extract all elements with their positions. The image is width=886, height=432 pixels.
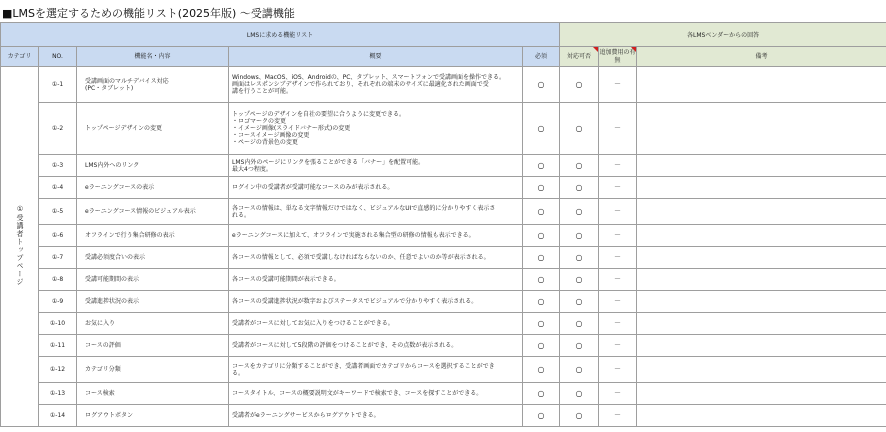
additional-cost-cell[interactable]: －	[599, 199, 637, 225]
summary-line: コースタイトル、コースの概要説明文がキーワードで検索でき、コースを探すことができる。	[232, 390, 483, 397]
function-name-text: お気に入り	[85, 320, 116, 327]
supported-cell[interactable]: ○	[560, 357, 599, 383]
required-cell[interactable]: ○	[523, 225, 560, 247]
additional-cost-cell[interactable]: －	[599, 291, 637, 313]
function-name-text: LMS内外へのリンク	[85, 162, 140, 169]
supported-cell[interactable]: ○	[560, 247, 599, 269]
summary-cell[interactable]	[229, 103, 523, 155]
function-name-cell[interactable]	[77, 313, 229, 335]
function-name-text: カテゴリ分類	[85, 366, 121, 373]
summary-line: 講を行うことが可能。	[232, 88, 293, 95]
required-cell[interactable]: ○	[523, 405, 560, 427]
summary-line: る。	[232, 369, 245, 377]
summary-cell[interactable]	[229, 199, 523, 225]
summary-line: れる。	[232, 211, 251, 219]
function-name-cell[interactable]	[77, 247, 229, 269]
row-number-cell[interactable]: ①-13	[39, 383, 77, 405]
function-name-cell[interactable]	[77, 291, 229, 313]
summary-line: 受講者がコースに対してお気に入りをつけることができる。	[232, 320, 394, 327]
table-row	[1, 269, 886, 291]
row-number-cell[interactable]: ①-8	[39, 269, 77, 291]
function-name-cell[interactable]	[77, 357, 229, 383]
summary-line: 最大4つ程度。	[232, 165, 272, 173]
category-cell[interactable]	[1, 67, 39, 427]
required-cell[interactable]: ○	[523, 383, 560, 405]
function-name-cell[interactable]	[77, 225, 229, 247]
remarks-cell[interactable]	[637, 155, 886, 177]
function-name-text: ログアウトボタン	[85, 412, 134, 419]
col-header-supported-label: 対応可否	[567, 52, 592, 60]
supported-cell[interactable]: ○	[560, 383, 599, 405]
supported-cell[interactable]: ○	[560, 155, 599, 177]
col-header-no: NO.	[39, 47, 77, 67]
remarks-cell[interactable]	[637, 405, 886, 427]
supported-cell[interactable]: ○	[560, 67, 599, 103]
remarks-cell[interactable]	[637, 313, 886, 335]
function-name-text: 受講画面のマルチデバイス対応 (PC・タブレット)	[85, 77, 169, 92]
summary-cell[interactable]	[229, 177, 523, 199]
additional-cost-cell[interactable]: －	[599, 103, 637, 155]
summary-cell[interactable]	[229, 357, 523, 383]
function-name-text: コース検索	[85, 390, 115, 397]
summary-line: トップページのデザインを自社の要望に合うように変更できる。	[232, 111, 406, 118]
table-row	[1, 313, 886, 335]
comment-marker-icon	[631, 47, 636, 52]
col-header-function: 機能名・内容	[77, 47, 229, 67]
remarks-cell[interactable]	[637, 247, 886, 269]
required-cell[interactable]: ○	[523, 269, 560, 291]
table-row	[1, 155, 886, 177]
required-cell[interactable]: ○	[523, 291, 560, 313]
remarks-cell[interactable]	[637, 269, 886, 291]
table-row	[1, 291, 886, 313]
required-cell[interactable]: ○	[523, 67, 560, 103]
row-number-cell[interactable]: ①-6	[39, 225, 77, 247]
summary-line: 画面はレスポンシブデザインで作られており、それぞれの端末のサイズに最適化された画面で受	[232, 81, 489, 88]
required-cell[interactable]: ○	[523, 247, 560, 269]
additional-cost-cell[interactable]: －	[599, 177, 637, 199]
col-header-additional-cost-label: 追加費用の有無	[599, 48, 636, 64]
remarks-cell[interactable]	[637, 335, 886, 357]
required-cell[interactable]: ○	[523, 335, 560, 357]
col-header-summary: 概要	[229, 47, 523, 67]
summary-line: ・ページの背景色の変更	[232, 139, 298, 146]
group-header-lms-requirements: LMSに求める機能リスト	[1, 23, 560, 47]
function-name-text: eラーニングコース情報のビジュアル表示	[85, 208, 196, 215]
summary-line: Windows、MacOS、iOS、Androidの、PC、タブレット、スマートフォンで受講画面を操作できる。	[232, 74, 505, 81]
sheet-title: ■LMSを選定するための機能リスト(2025年版) ～受講機能	[2, 7, 295, 20]
required-cell[interactable]: ○	[523, 177, 560, 199]
function-name-text: トップページデザインの変更	[85, 125, 163, 132]
supported-cell[interactable]: ○	[560, 199, 599, 225]
summary-line: 各コースの受講可能期間が表示できる。	[232, 276, 340, 283]
remarks-cell[interactable]	[637, 357, 886, 383]
row-number-cell[interactable]: ①-2	[39, 103, 77, 155]
table-row	[1, 177, 886, 199]
summary-cell[interactable]	[229, 291, 523, 313]
function-name-text: 受講必須度合いの表示	[85, 254, 146, 261]
function-name-cell[interactable]	[77, 335, 229, 357]
required-cell[interactable]: ○	[523, 103, 560, 155]
supported-cell[interactable]: ○	[560, 103, 599, 155]
row-number-cell[interactable]: ①-12	[39, 357, 77, 383]
additional-cost-cell[interactable]: －	[599, 335, 637, 357]
additional-cost-cell[interactable]: －	[599, 225, 637, 247]
summary-line: 各コースの受講進捗状況が数字およびステータスでビジュアルで分かりやすく表示される。	[232, 298, 478, 305]
additional-cost-cell[interactable]: －	[599, 405, 637, 427]
category-label: ①受講者トップページ	[16, 205, 24, 286]
row-number-cell[interactable]: ①-14	[39, 405, 77, 427]
additional-cost-cell[interactable]: －	[599, 357, 637, 383]
supported-cell[interactable]: ○	[560, 225, 599, 247]
row-number-cell[interactable]: ①-1	[39, 67, 77, 103]
table-row	[1, 247, 886, 269]
table-row	[1, 103, 886, 155]
summary-cell[interactable]	[229, 313, 523, 335]
row-number-cell[interactable]: ①-11	[39, 335, 77, 357]
summary-line: 受講者がeラーニングサービスからログアウトできる。	[232, 412, 380, 419]
summary-line: 各コースの情報は、単なる文字情報だけではなく、ビジュアルなUIで直感的に分かりやすく表示さ	[232, 204, 496, 212]
summary-line: ログイン中の受講者が受講可能なコースのみが表示される。	[232, 184, 394, 191]
function-name-text: コースの評価	[85, 342, 121, 349]
table-row	[1, 357, 886, 383]
col-header-additional-cost	[599, 47, 637, 67]
comment-marker-icon	[593, 47, 598, 52]
function-name-text: オフラインで行う集合研修の表示	[85, 232, 175, 239]
additional-cost-cell[interactable]: －	[599, 155, 637, 177]
remarks-cell[interactable]	[637, 291, 886, 313]
function-name-cell[interactable]	[77, 199, 229, 225]
remarks-cell[interactable]	[637, 67, 886, 103]
table-row	[1, 405, 886, 427]
supported-cell[interactable]: ○	[560, 405, 599, 427]
additional-cost-cell[interactable]: －	[599, 247, 637, 269]
remarks-cell[interactable]	[637, 177, 886, 199]
summary-line: ・イメージ画像(スライドバナー形式)の変更	[232, 125, 351, 132]
function-name-text: 受講進捗状況の表示	[85, 298, 140, 305]
row-number-cell[interactable]: ①-3	[39, 155, 77, 177]
summary-cell[interactable]	[229, 335, 523, 357]
supported-cell[interactable]: ○	[560, 269, 599, 291]
function-name-cell[interactable]	[77, 383, 229, 405]
function-name-cell[interactable]	[77, 405, 229, 427]
row-number-cell[interactable]: ①-9	[39, 291, 77, 313]
additional-cost-cell[interactable]: －	[599, 313, 637, 335]
col-header-category: カテゴリ	[1, 47, 39, 67]
additional-cost-cell[interactable]: －	[599, 383, 637, 405]
summary-line: 受講者がコースに対して5段階の評価をつけることができ、その点数が表示される。	[232, 342, 458, 349]
summary-cell[interactable]	[229, 155, 523, 177]
function-name-cell[interactable]	[77, 269, 229, 291]
remarks-cell[interactable]	[637, 383, 886, 405]
summary-line: ・ロゴマークの変更	[232, 118, 287, 125]
required-cell[interactable]: ○	[523, 199, 560, 225]
table-row	[1, 225, 886, 247]
function-name-cell[interactable]	[77, 103, 229, 155]
required-cell[interactable]: ○	[523, 155, 560, 177]
table-row	[1, 335, 886, 357]
summary-cell[interactable]	[229, 247, 523, 269]
row-number-cell[interactable]: ①-7	[39, 247, 77, 269]
supported-cell[interactable]: ○	[560, 335, 599, 357]
remarks-cell[interactable]	[637, 199, 886, 225]
summary-line: LMS内外のページにリンクを張ることができる「バナー」を配置可能。	[232, 158, 425, 166]
function-name-cell[interactable]	[77, 155, 229, 177]
supported-cell[interactable]: ○	[560, 313, 599, 335]
summary-line: 各コースの情報として、必須で受講しなければならないのか、任意でよいのか等が表示される。	[232, 254, 490, 261]
supported-cell[interactable]: ○	[560, 177, 599, 199]
summary-cell[interactable]	[229, 225, 523, 247]
function-name-text: 受講可能期間の表示	[85, 276, 140, 283]
summary-line: eラーニングコースに加えて、オフラインで実施される集合型の研修の情報も表示できる。	[232, 232, 475, 239]
additional-cost-cell[interactable]: －	[599, 67, 637, 103]
summary-cell[interactable]	[229, 269, 523, 291]
function-list-table	[0, 22, 886, 427]
required-cell[interactable]: ○	[523, 357, 560, 383]
row-number-cell[interactable]: ①-10	[39, 313, 77, 335]
row-number-cell[interactable]: ①-4	[39, 177, 77, 199]
remarks-cell[interactable]	[637, 225, 886, 247]
col-header-required: 必須	[523, 47, 560, 67]
remarks-cell[interactable]	[637, 103, 886, 155]
table-row	[1, 67, 886, 103]
row-number-cell[interactable]: ①-5	[39, 199, 77, 225]
summary-line: コースをカテゴリに分類することができ、受講者画面でカテゴリからコースを選択することができ	[232, 362, 495, 370]
required-cell[interactable]: ○	[523, 313, 560, 335]
col-header-remarks: 備考	[637, 47, 886, 67]
table-row	[1, 383, 886, 405]
col-header-supported	[560, 47, 599, 67]
summary-line: ・コースイメージ画像の変更	[232, 132, 310, 139]
table-row	[1, 199, 886, 225]
summary-cell[interactable]	[229, 67, 523, 103]
function-name-cell[interactable]	[77, 67, 229, 103]
function-name-text: eラーニングコースの表示	[85, 184, 155, 191]
group-header-vendor-answers: 各LMSベンダーからの回答	[560, 23, 886, 47]
summary-cell[interactable]	[229, 383, 523, 405]
summary-cell[interactable]	[229, 405, 523, 427]
supported-cell[interactable]: ○	[560, 291, 599, 313]
additional-cost-cell[interactable]: －	[599, 269, 637, 291]
function-name-cell[interactable]	[77, 177, 229, 199]
